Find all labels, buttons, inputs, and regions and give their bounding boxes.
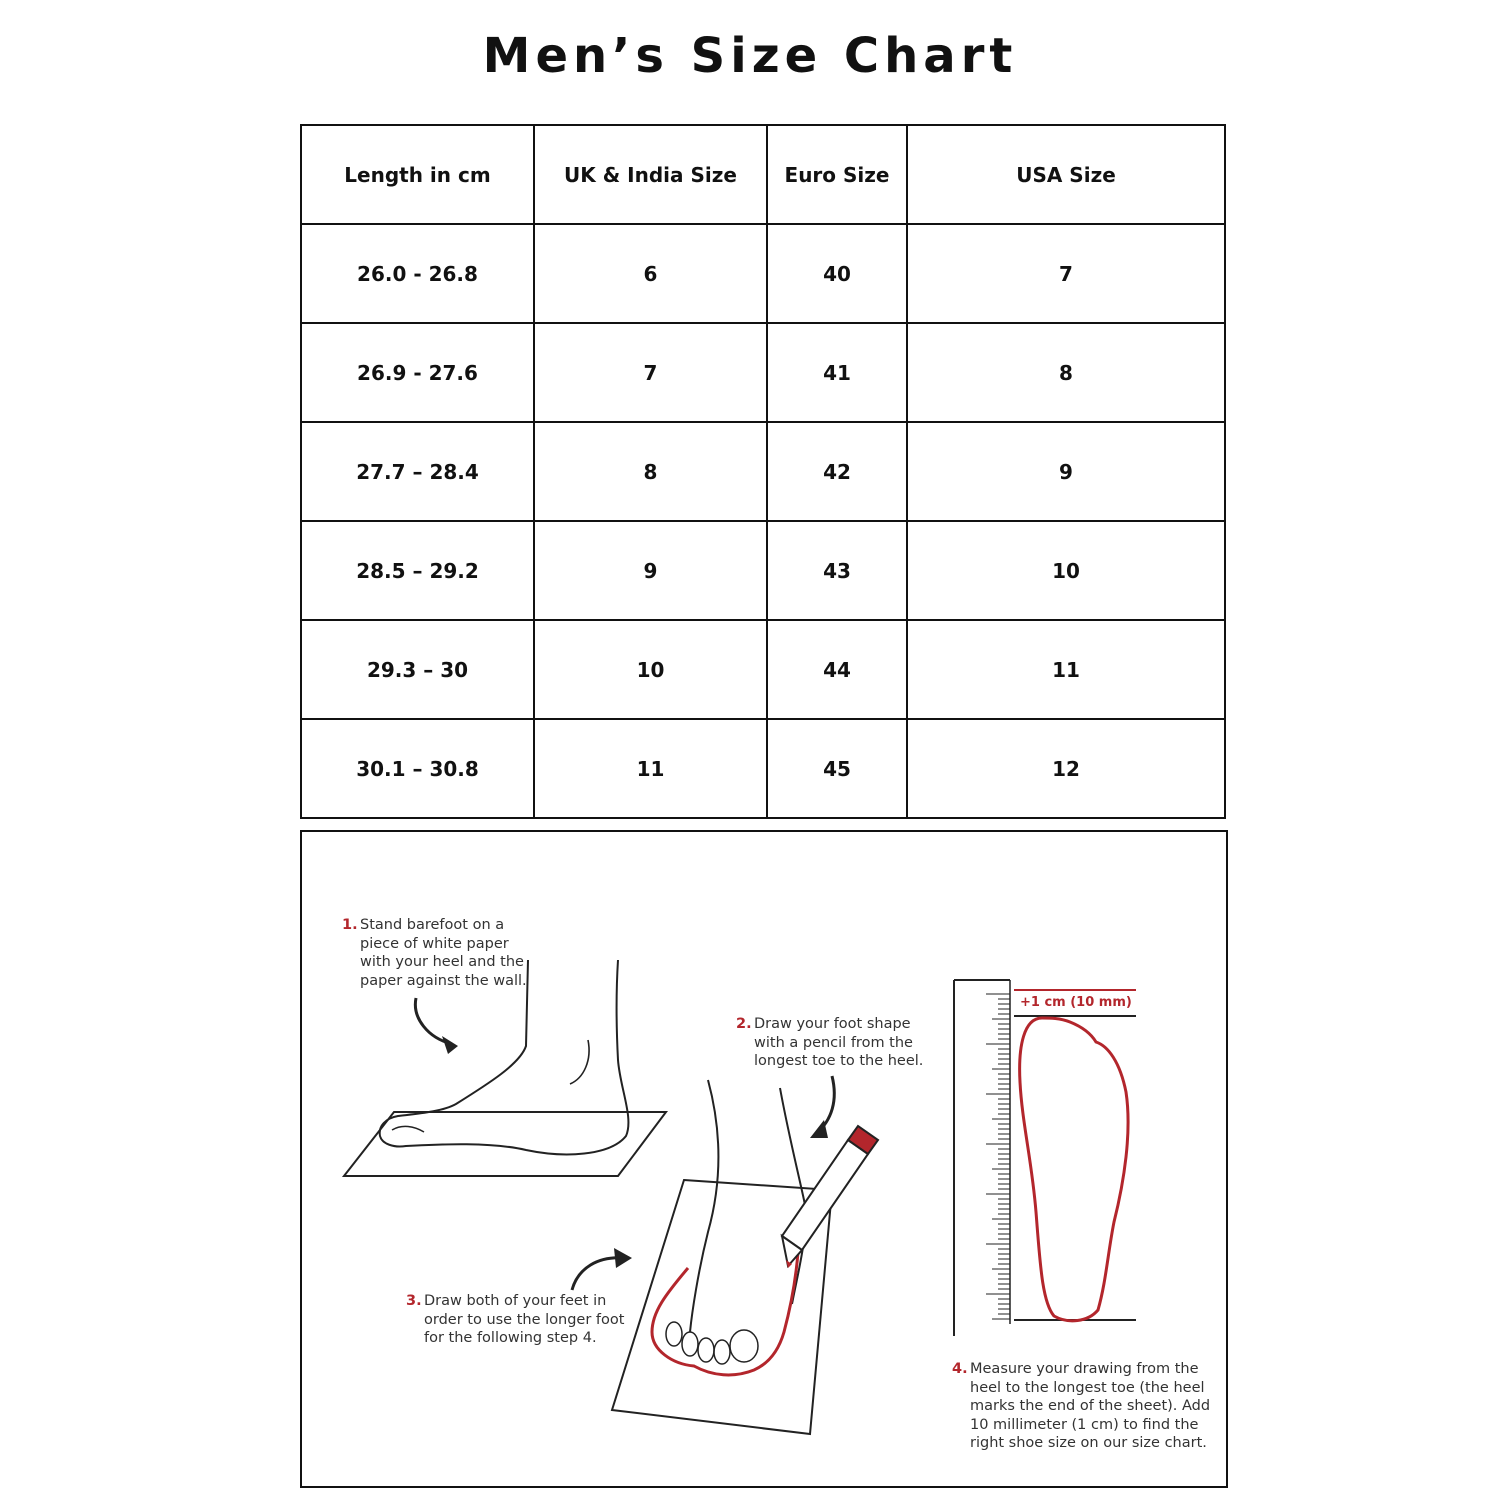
arrow-head-icon <box>442 1036 458 1054</box>
footprint-outline-icon <box>1020 1018 1128 1321</box>
table-row <box>301 323 1225 422</box>
cell-uk-india: 6 <box>534 224 767 323</box>
step-1-instruction <box>342 916 542 990</box>
arrow-icon <box>415 998 452 1044</box>
table-row <box>301 620 1225 719</box>
step-3-instruction <box>406 1292 636 1348</box>
step-number: 1. <box>342 917 358 933</box>
step-number: 4. <box>952 1361 968 1377</box>
cell-usa: 12 <box>907 719 1225 818</box>
header-uk-india: UK & India Size <box>534 125 767 224</box>
step-text: Draw your foot shape with a pencil from the longest toe to the heel. <box>754 1016 924 1069</box>
ruler-icon <box>954 980 1136 1336</box>
cell-usa: 9 <box>907 422 1225 521</box>
cell-euro: 43 <box>767 521 907 620</box>
cell-length: 30.1 – 30.8 <box>301 719 534 818</box>
step-4-instruction <box>952 1360 1212 1453</box>
measuring-guide-panel <box>300 830 1228 1488</box>
arrow-head-icon <box>614 1248 632 1268</box>
step-2-instruction <box>736 1015 936 1071</box>
table-row <box>301 422 1225 521</box>
header-usa: USA Size <box>907 125 1225 224</box>
ruler-label: +1 cm (10 mm) <box>1020 995 1132 1010</box>
cell-euro: 42 <box>767 422 907 521</box>
cell-uk-india: 7 <box>534 323 767 422</box>
cell-euro: 40 <box>767 224 907 323</box>
cell-euro: 41 <box>767 323 907 422</box>
size-chart-table <box>300 124 1226 819</box>
cell-usa: 10 <box>907 521 1225 620</box>
header-length: Length in cm <box>301 125 534 224</box>
table-row <box>301 719 1225 818</box>
cell-length: 28.5 – 29.2 <box>301 521 534 620</box>
table-header-row <box>301 125 1225 224</box>
step-number: 2. <box>736 1016 752 1032</box>
cell-length: 27.7 – 28.4 <box>301 422 534 521</box>
step-text: Measure your drawing from the heel to the longest toe (the heel marks the end of the sheet). Add 10 millimeter (1 cm) to find the right shoe size on our size chart. <box>970 1361 1211 1451</box>
cell-uk-india: 9 <box>534 521 767 620</box>
step-text: Draw both of your feet in order to use the longer foot for the following step 4. <box>424 1293 625 1346</box>
cell-uk-india: 8 <box>534 422 767 521</box>
ankle-icon <box>570 1040 589 1084</box>
step-number: 3. <box>406 1293 422 1309</box>
cell-usa: 8 <box>907 323 1225 422</box>
cell-uk-india: 11 <box>534 719 767 818</box>
page-title: Men’s Size Chart <box>482 28 1018 84</box>
cell-euro: 45 <box>767 719 907 818</box>
table-row <box>301 521 1225 620</box>
step-text: Stand barefoot on a piece of white paper with your heel and the paper against the wall. <box>360 917 527 989</box>
table-row <box>301 224 1225 323</box>
cell-length: 26.9 - 27.6 <box>301 323 534 422</box>
cell-usa: 11 <box>907 620 1225 719</box>
cell-length: 29.3 – 30 <box>301 620 534 719</box>
cell-length: 26.0 - 26.8 <box>301 224 534 323</box>
cell-usa: 7 <box>907 224 1225 323</box>
cell-uk-india: 10 <box>534 620 767 719</box>
cell-euro: 44 <box>767 620 907 719</box>
header-euro: Euro Size <box>767 125 907 224</box>
